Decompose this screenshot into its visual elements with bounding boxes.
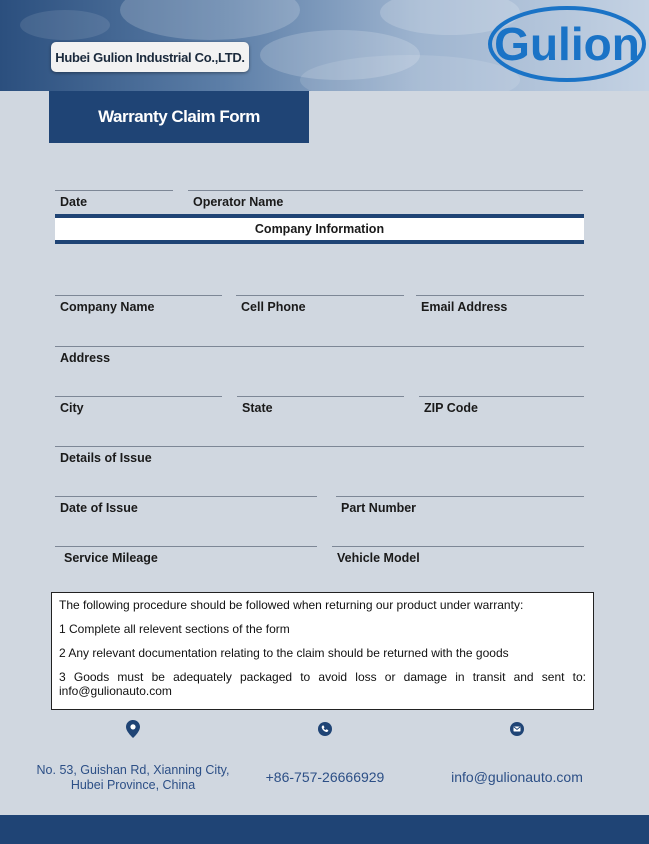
company-name-label: Company Name — [60, 300, 155, 314]
mail-icon — [510, 722, 524, 736]
cell-phone-label: Cell Phone — [241, 300, 306, 314]
company-information-heading: Company Information — [55, 214, 584, 244]
operator-name-label: Operator Name — [193, 195, 284, 209]
email-address-label: Email Address — [421, 300, 508, 314]
gulion-logo — [487, 5, 647, 83]
operator-name-field[interactable] — [188, 190, 583, 212]
contact-phone: +86-757-26666929 — [265, 769, 385, 785]
zip-code-field[interactable] — [419, 396, 584, 418]
contact-email[interactable]: info@gulionauto.com — [451, 769, 583, 785]
logo-text: Gulion — [494, 18, 640, 70]
address-label: Address — [60, 351, 111, 365]
cell-phone-field[interactable] — [236, 295, 404, 317]
form-title: Warranty Claim Form — [49, 91, 309, 143]
city-field[interactable] — [55, 396, 222, 418]
procedure-step-3: 3 Goods must be adequately packaged to avoid loss or damage in transit and sent to: info@gulionauto.com — [59, 670, 586, 698]
part-number-label: Part Number — [341, 501, 417, 515]
state-field[interactable] — [237, 396, 404, 418]
date-of-issue-field[interactable] — [55, 496, 317, 518]
email-address-field[interactable] — [416, 295, 584, 317]
company-name-field[interactable] — [55, 295, 222, 317]
address-line-1: No. 53, Guishan Rd, Xianning City, — [36, 763, 230, 777]
date-field[interactable] — [55, 190, 173, 212]
procedure-step-1: 1 Complete all relevent sections of the form — [59, 622, 290, 636]
date-of-issue-label: Date of Issue — [60, 501, 138, 515]
footer-bar — [0, 815, 649, 844]
procedure-step-2: 2 Any relevant documentation relating to the claim should be returned with the goods — [59, 646, 509, 660]
phone-icon — [318, 722, 332, 736]
zip-code-label: ZIP Code — [424, 401, 478, 415]
details-of-issue-label: Details of Issue — [60, 451, 152, 465]
state-label: State — [242, 401, 273, 415]
contact-address — [33, 763, 233, 793]
address-field[interactable] — [55, 346, 584, 368]
date-label: Date — [60, 195, 88, 209]
service-mileage-field[interactable] — [55, 546, 317, 568]
part-number-field[interactable] — [336, 496, 584, 518]
service-mileage-label: Service Mileage — [64, 551, 158, 565]
header-banner — [0, 0, 649, 91]
warranty-procedure-box — [51, 592, 594, 710]
vehicle-model-field[interactable] — [332, 546, 584, 568]
city-label: City — [60, 401, 84, 415]
address-line-2: Hubei Province, China — [70, 778, 196, 792]
location-pin-icon — [126, 720, 140, 738]
company-name-badge: Hubei Gulion Industrial Co.,LTD. — [51, 42, 249, 72]
procedure-intro: The following procedure should be followed when returning our product under warranty: — [59, 598, 524, 612]
details-of-issue-field[interactable] — [55, 446, 584, 468]
vehicle-model-label: Vehicle Model — [337, 551, 420, 565]
